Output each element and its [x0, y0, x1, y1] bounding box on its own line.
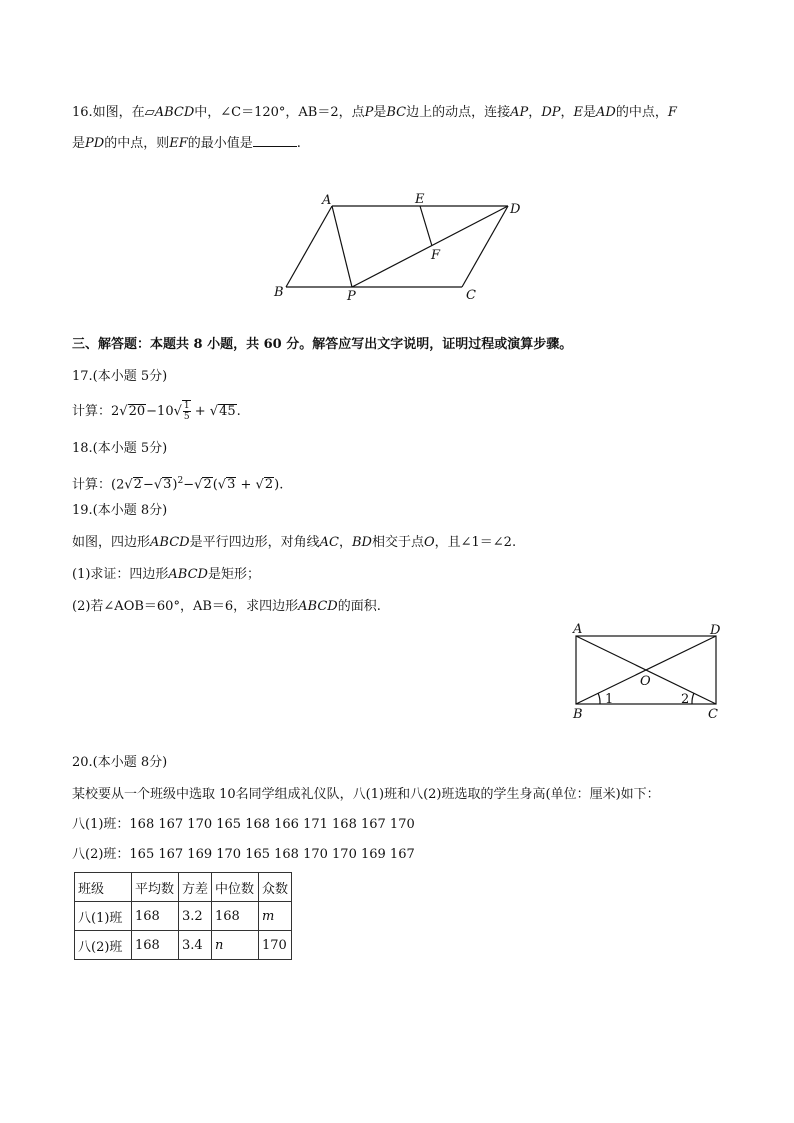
operator: − [142, 477, 154, 493]
angle-1-arc [598, 693, 600, 704]
section-heading: 三、解答题：本题共 8 小题，共 60 分。解答应写出文字说明，证明过程或演算步骤。 [72, 337, 573, 352]
table-cell: 八(1)班 [75, 902, 132, 931]
operator: − [183, 477, 195, 493]
table-header: 中位数 [212, 873, 259, 902]
q16-var: ABCD [154, 105, 195, 120]
radicand: 3 [163, 477, 172, 493]
coef: 10 [157, 404, 174, 419]
operator: + [236, 477, 256, 493]
q17-expression: 计算：2√20−10√ $\frac{1}{5}$ + √45. [72, 401, 241, 422]
table-header: 班级 [75, 873, 132, 902]
q16-text: 边上的动点，连接 [406, 105, 511, 120]
q20-class2-heights: 八(2)班：165 167 169 170 165 168 170 170 169 167 [72, 847, 415, 862]
q16-text: 是 [583, 105, 597, 120]
q16-text: 的最小值是 [187, 136, 253, 151]
q17-prefix: 计算： [72, 404, 112, 419]
table-row [75, 902, 292, 931]
table-cell: m [259, 902, 292, 931]
q19-text: 是矩形； [207, 567, 260, 582]
table-cell: 3.4 [179, 931, 212, 960]
q18-prefix: 计算： [72, 477, 112, 493]
label-b: B [573, 707, 583, 722]
q19-var: BD [351, 535, 372, 550]
q19-text: (2)若∠AOB＝60°，AB＝6，求四边形 [72, 599, 299, 614]
q19-text: 的面积. [337, 599, 381, 614]
q16-var: E [573, 105, 583, 120]
label-d: D [510, 202, 521, 217]
q16-text: ， [560, 105, 574, 120]
table-header: 众数 [259, 873, 292, 902]
period: . [236, 404, 241, 419]
q16-text: 是 [72, 136, 86, 151]
q19-text: 如图，四边形 [72, 535, 151, 550]
q16-var: AD [596, 105, 616, 120]
radicand: 2 [264, 477, 274, 493]
radicand: 3 [227, 477, 236, 493]
table-header: 平均数 [132, 873, 179, 902]
label-e: E [415, 192, 425, 207]
q19-var: O [423, 535, 435, 550]
q16-var: BC [386, 105, 407, 120]
table-cell: 八(2)班 [75, 931, 132, 960]
numerator: 1 [183, 401, 190, 411]
parallelogram-symbol: ▱ [144, 105, 155, 120]
q19-text: ， [338, 535, 352, 550]
label-a: A [573, 622, 583, 637]
label-d: D [710, 623, 721, 638]
q16-text: 的中点， [615, 105, 668, 120]
q20-class1-heights: 八(1)班：168 167 170 165 168 166 171 168 167 170 [72, 817, 415, 832]
label-a: A [322, 193, 332, 208]
statistics-table [74, 872, 292, 960]
radicand: 2 [133, 477, 142, 493]
table-row [75, 931, 292, 960]
table-header-row [75, 873, 292, 902]
radicand: 45 [219, 404, 236, 419]
q19-var: ABCD [168, 567, 208, 582]
coef: 2 [111, 404, 120, 419]
q16-var: DP [541, 105, 561, 120]
q19-title: 19.(本小题 8分) [72, 503, 168, 518]
table-cell: n [212, 931, 259, 960]
q16-var: PD [85, 136, 105, 151]
q16-var: F [667, 105, 677, 120]
operator: + [190, 404, 210, 419]
angle-2-label: 2 [681, 692, 690, 707]
table-header: 方差 [179, 873, 212, 902]
q16-text: 是 [373, 105, 387, 120]
label-c: C [708, 707, 718, 722]
radicand: 20 [128, 404, 146, 419]
exponent: 2 [177, 476, 184, 486]
q16-text: . [296, 136, 301, 151]
paren: ). [274, 477, 284, 493]
angle-2-arc [692, 693, 694, 704]
table-cell: 168 [132, 902, 179, 931]
label-o: O [640, 674, 651, 689]
q19-text: (1)求证：四边形 [72, 567, 169, 582]
q17-title: 17.(本小题 5分) [72, 369, 168, 384]
q19-var: ABCD [150, 535, 190, 550]
table-cell: 170 [259, 931, 292, 960]
angle-1-label: 1 [605, 692, 614, 707]
q19-text: ，且∠1＝∠2. [434, 535, 517, 550]
radicand: 2 [203, 477, 212, 493]
q20-title: 20.(本小题 8分) [72, 755, 168, 770]
denominator: 5 [183, 412, 190, 422]
label-f: F [431, 248, 441, 263]
q16-text: 中，∠C＝120°，AB＝2，点 [194, 105, 365, 120]
label-b: B [274, 285, 284, 300]
paren: ( [212, 477, 218, 493]
paren: (2 [111, 477, 125, 493]
table-cell: 3.2 [179, 902, 212, 931]
paren: ) [172, 477, 178, 493]
q16-var: P [364, 105, 374, 120]
q19-var: AC [319, 535, 339, 550]
table-cell: 168 [212, 902, 259, 931]
table-cell: 168 [132, 931, 179, 960]
q16-var: AP [510, 105, 529, 120]
q18-expression: 计算：$(2√2-√3)^2-√2(√3 + √2)$. [72, 476, 284, 493]
operator: − [146, 404, 158, 419]
q16-text: 16.如图，在 [72, 105, 145, 120]
q16-text: ， [528, 105, 542, 120]
q19-text: 相交于点 [371, 535, 424, 550]
label-c: C [466, 288, 476, 303]
q18-title: 18.(本小题 5分) [72, 441, 168, 456]
q19-var: ABCD [298, 599, 338, 614]
q20-intro: 某校要从一个班级中选取 10名同学组成礼仪队，八(1)班和八(2)班选取的学生身高(单位：厘米)如下： [72, 787, 660, 802]
q16-text: 的中点，则 [104, 136, 170, 151]
label-p: P [347, 289, 356, 304]
q16-var: EF [169, 136, 188, 151]
q19-text: 是平行四边形，对角线 [189, 535, 320, 550]
